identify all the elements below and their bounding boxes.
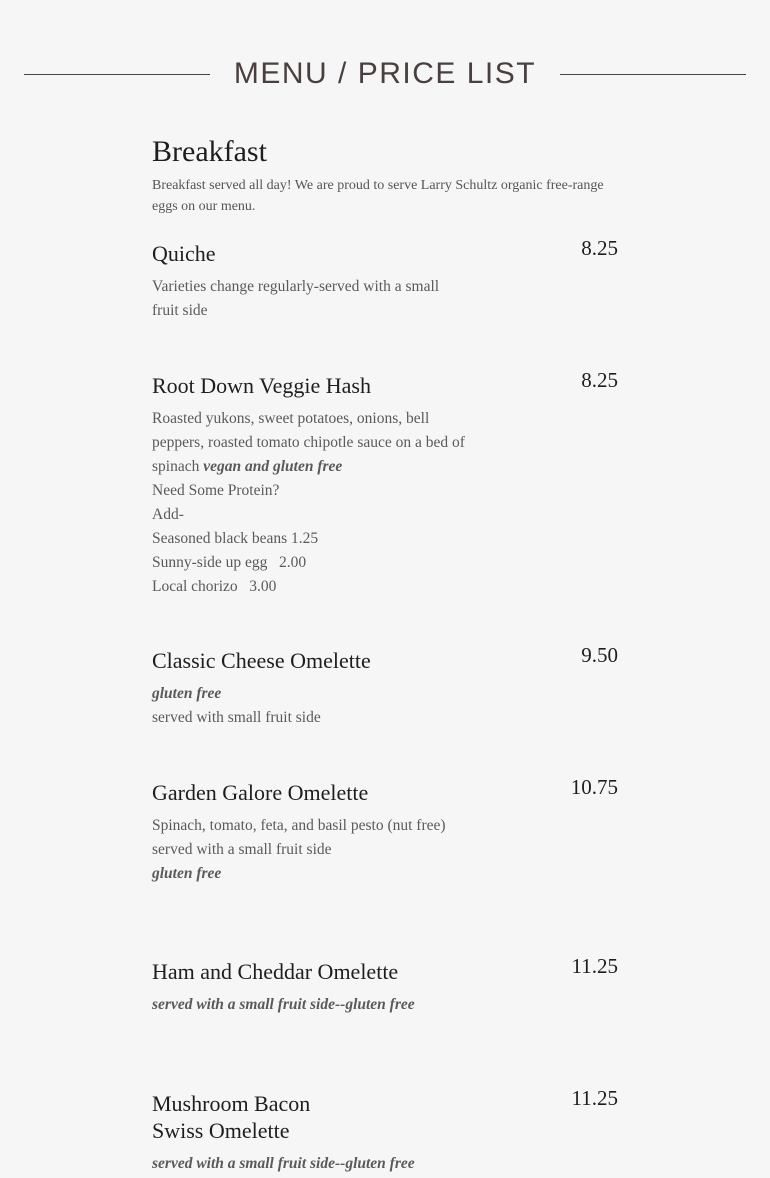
item-head (152, 1086, 618, 1144)
section-description (152, 175, 618, 217)
item-description (152, 682, 492, 730)
header-rule-left (24, 74, 210, 75)
item-description-line: fruit side (152, 302, 208, 319)
menu-item-root-down-veggie-hash (152, 368, 618, 599)
breakfast-section (152, 134, 618, 217)
dietary-note: vegan and gluten free (203, 458, 343, 475)
menu-item-mushroom-bacon-swiss-omelette (152, 1086, 618, 1176)
item-price: 8.25 (581, 236, 618, 260)
item-description (152, 993, 492, 1017)
page-title: MENU / PRICE LIST (233, 57, 537, 90)
item-name: Garden Galore Omelette (152, 780, 369, 805)
section-description-line: eggs on our menu. (152, 199, 256, 214)
item-name (152, 1090, 492, 1144)
item-name-line: Swiss Omelette (152, 1118, 290, 1143)
addon-egg: Sunny-side up egg 2.00 (152, 554, 307, 571)
item-description (152, 1152, 492, 1176)
menu-item-garden-galore-omelette (152, 775, 618, 886)
item-description-line: peppers, roasted tomato chipotle sauce on a bed of (152, 434, 465, 451)
dietary-note: served with a small fruit side--gluten free (152, 1155, 415, 1172)
dietary-note: gluten free (152, 685, 222, 702)
item-name: Classic Cheese Omelette (152, 648, 371, 673)
addon-black-beans: Seasoned black beans 1.25 (152, 530, 319, 547)
item-name: Quiche (152, 241, 216, 266)
item-description-line: Spinach, tomato, feta, and basil pesto (nut free) (152, 817, 446, 834)
item-head (152, 236, 618, 267)
item-head (152, 775, 618, 806)
item-price: 10.75 (570, 775, 618, 799)
item-description-line: Varieties change regularly-served with a small (152, 278, 440, 295)
item-head (152, 368, 618, 399)
item-price: 11.25 (571, 1086, 618, 1110)
item-name: Ham and Cheddar Omelette (152, 959, 399, 984)
protein-add-label: Add- (152, 506, 184, 523)
menu-item-ham-and-cheddar-omelette (152, 954, 618, 1017)
addon-chorizo: Local chorizo 3.00 (152, 578, 277, 595)
section-description-line: Breakfast served all day! We are proud to serve Larry Schultz organic free-range (152, 178, 604, 193)
protein-heading: Need Some Protein? (152, 482, 280, 499)
item-head (152, 954, 618, 985)
item-name: Root Down Veggie Hash (152, 373, 371, 398)
dietary-note: served with a small fruit side--gluten free (152, 996, 415, 1013)
item-description (152, 275, 492, 323)
menu-item-classic-cheese-omelette (152, 643, 618, 730)
item-description (152, 814, 492, 886)
item-description-line: served with small fruit side (152, 709, 321, 726)
header-rule-right (560, 74, 746, 75)
item-price: 11.25 (571, 954, 618, 978)
item-price: 9.50 (581, 643, 618, 667)
item-price: 8.25 (581, 368, 618, 392)
item-description-text: spinach (152, 458, 200, 475)
item-name-line: Mushroom Bacon (152, 1091, 311, 1116)
item-description (152, 407, 492, 599)
item-head (152, 643, 618, 674)
dietary-note: gluten free (152, 865, 222, 882)
item-description-line: Roasted yukons, sweet potatoes, onions, bell (152, 410, 430, 427)
item-description-line: served with a small fruit side (152, 841, 332, 858)
section-title: Breakfast (152, 135, 267, 168)
menu-item-quiche (152, 236, 618, 323)
item-description-line (152, 455, 492, 479)
page-header (24, 54, 746, 94)
